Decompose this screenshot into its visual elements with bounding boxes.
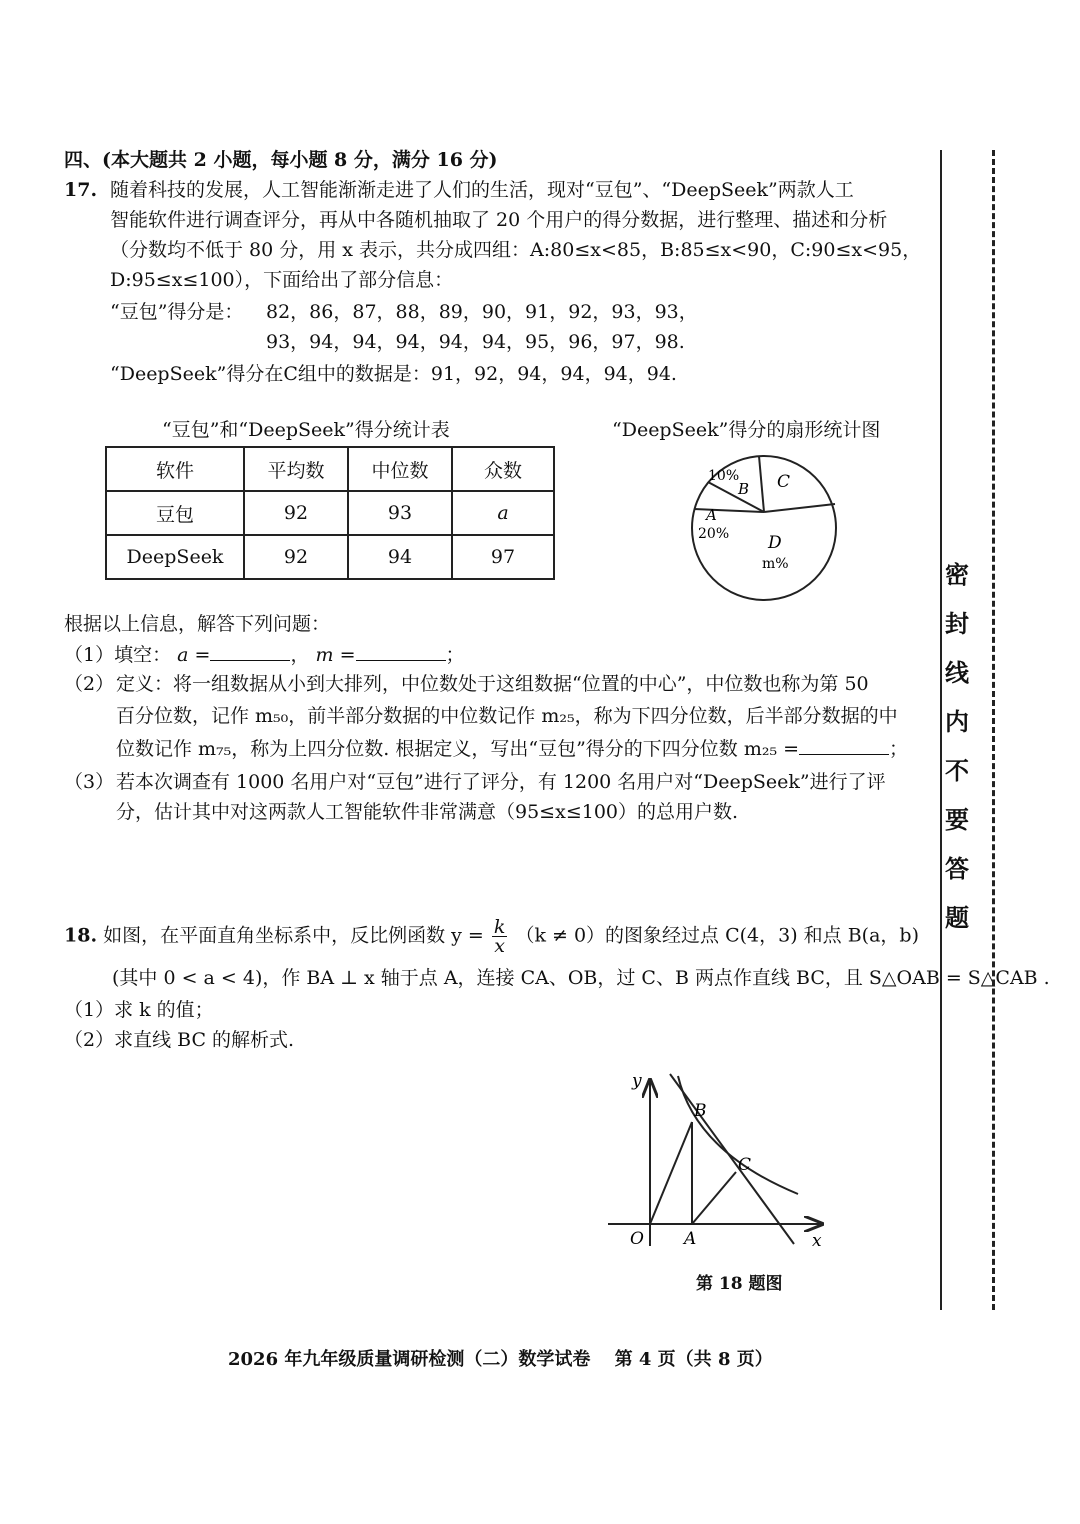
- answer-blank-a[interactable]: [210, 642, 290, 661]
- part1-end: ；: [445, 644, 465, 666]
- part-number: （3）: [64, 771, 115, 793]
- q17-part1: [64, 642, 465, 667]
- table-row: [106, 535, 554, 579]
- part1-a-label: a =: [177, 644, 211, 666]
- seal-char: 封: [945, 609, 969, 638]
- part2-line: 位数记作 m₇₅，称为上四分位数. 根据定义，写出“豆包”得分的下四分位数 m₂₅ =: [116, 738, 800, 760]
- segment-ob: [650, 1122, 692, 1224]
- table-cell: 92: [244, 535, 348, 579]
- table-cell: 豆包: [106, 491, 244, 535]
- part2-end: ；: [889, 738, 909, 760]
- figure-caption: 第 18 题图: [696, 1274, 783, 1294]
- q18-text: 如图，在平面直角坐标系中，反比例函数 y =: [103, 924, 484, 947]
- fraction-numerator: k: [493, 916, 506, 938]
- q18-line2: (其中 0 < a < 4)，作 BA ⊥ x 轴于点 A，连接 CA、OB，过 C、B 两点作直线 BC，且 S△OAB = S△CAB .: [112, 967, 1050, 989]
- page-footer: 2026 年九年级质量调研检测（二）数学试卷 第 4 页（共 8 页）: [228, 1349, 773, 1370]
- doubao-scores: 93，94，94，94，94，94，95，96，97，98.: [266, 331, 685, 353]
- part2-line3: [116, 736, 908, 761]
- part2-line: 定义：将一组数据从小到大排列，中位数处于这组数据“位置的中心”，中位数也称为第 50: [116, 673, 869, 695]
- label-y: y: [632, 1071, 642, 1091]
- table-row: [106, 491, 554, 535]
- q18-text: （k ≠ 0）的图象经过点 C(4，3) 和点 B(a，b): [515, 924, 919, 947]
- label-a: A: [684, 1229, 697, 1249]
- seal-char: 线: [945, 658, 969, 687]
- q18-number: 18.: [64, 924, 98, 947]
- q18-line1: [64, 918, 919, 955]
- pie-label-b: B: [738, 480, 750, 498]
- part1-m-label: m =: [315, 644, 356, 666]
- table-header-cell: 软件: [106, 447, 244, 491]
- pie-label-d: D: [768, 533, 782, 553]
- pie-label-b-pct: 10%: [708, 468, 740, 484]
- label-x: x: [812, 1231, 822, 1251]
- pie-divider: [694, 509, 764, 512]
- table-cell: 97: [452, 535, 554, 579]
- label-c: C: [738, 1155, 752, 1175]
- part-number: （1）: [64, 644, 115, 666]
- pie-divider: [764, 504, 835, 512]
- table-cell: 92: [244, 491, 348, 535]
- seal-text: [942, 550, 972, 942]
- table-cell: 93: [348, 491, 452, 535]
- part3-line: 分，估计其中对这两款人工智能软件非常满意（95≤x≤100）的总用户数.: [116, 801, 739, 823]
- part-number: （2）: [64, 673, 115, 695]
- answer-blank-m25[interactable]: [799, 736, 889, 755]
- hyperbola-curve: [678, 1076, 798, 1194]
- fraction-denominator: x: [494, 935, 505, 957]
- part1-sep: ，: [290, 644, 310, 666]
- table-header-row: [106, 447, 554, 491]
- q17-intro-line: 随着科技的发展，人工智能渐渐走进了人们的生活，现对“豆包”、“DeepSeek”两款人工: [110, 179, 854, 201]
- q17-prompt: 根据以上信息，解答下列问题：: [64, 613, 331, 635]
- fraction: [492, 918, 508, 955]
- part3-line: 若本次调查有 1000 名用户对“豆包”进行了评分，有 1200 名用户对“DeepSeek”进行了评: [116, 771, 886, 793]
- table-title: “豆包”和“DeepSeek”得分统计表: [162, 419, 450, 441]
- pie-chart: [680, 448, 850, 608]
- q17-number: 17.: [64, 179, 98, 201]
- pie-title: “DeepSeek”得分的扇形统计图: [612, 419, 881, 441]
- deepseek-c-scores: “DeepSeek”得分在C组中的数据是：91，92，94，94，94，94.: [110, 363, 677, 385]
- label-o: O: [630, 1229, 644, 1249]
- pie-label-a: A: [706, 506, 717, 524]
- seal-char: 内: [945, 707, 969, 736]
- seal-char: 答: [945, 854, 969, 883]
- q17-intro-line: 智能软件进行调查评分，再从中各随机抽取了 20 个用户的得分数据，进行整理、描述和分析: [110, 209, 888, 231]
- part2-line: 百分位数，记作 m₅₀，前半部分数据的中位数记作 m₂₅，称为下四分位数，后半部分数据的中: [116, 705, 898, 727]
- seal-char: 题: [945, 903, 969, 932]
- doubao-label: “豆包”得分是：: [110, 301, 244, 323]
- doubao-scores: 82，86，87，88，89，90，91，92，93，93，: [266, 301, 698, 323]
- table-cell: 94: [348, 535, 452, 579]
- stats-table: [105, 446, 555, 580]
- segment-ca: [692, 1172, 736, 1224]
- pie-label-a-pct: 20%: [698, 526, 730, 542]
- table-header-cell: 众数: [452, 447, 554, 491]
- seal-char: 密: [945, 560, 969, 589]
- section-heading: 四、(本大题共 2 小题，每小题 8 分，满分 16 分): [64, 149, 498, 171]
- table-cell: DeepSeek: [106, 535, 244, 579]
- part1-text: 填空：: [114, 644, 172, 666]
- q17-intro-line: （分数均不低于 80 分，用 x 表示，共分成四组：A:80≤x<85，B:85≤x<90，C:90≤x<95，: [110, 239, 922, 261]
- seal-dashed-line: [992, 150, 995, 1310]
- table-header-cell: 平均数: [244, 447, 348, 491]
- seal-char: 要: [945, 805, 969, 834]
- pie-label-d-pct: m%: [762, 556, 789, 572]
- q17-intro-line: D:95≤x≤100），下面给出了部分信息：: [110, 269, 454, 291]
- seal-char: 不: [945, 756, 969, 785]
- q18-part2: （2）求直线 BC 的解析式.: [64, 1029, 295, 1051]
- pie-divider: [759, 456, 764, 512]
- q18-part1: （1）求 k 的值；: [64, 999, 214, 1021]
- table-header-cell: 中位数: [348, 447, 452, 491]
- answer-blank-m[interactable]: [356, 642, 446, 661]
- label-b: B: [694, 1101, 707, 1121]
- line-bc: [670, 1074, 794, 1244]
- q18-figure: [600, 1066, 840, 1262]
- pie-label-c: C: [777, 472, 791, 492]
- table-cell: a: [452, 491, 554, 535]
